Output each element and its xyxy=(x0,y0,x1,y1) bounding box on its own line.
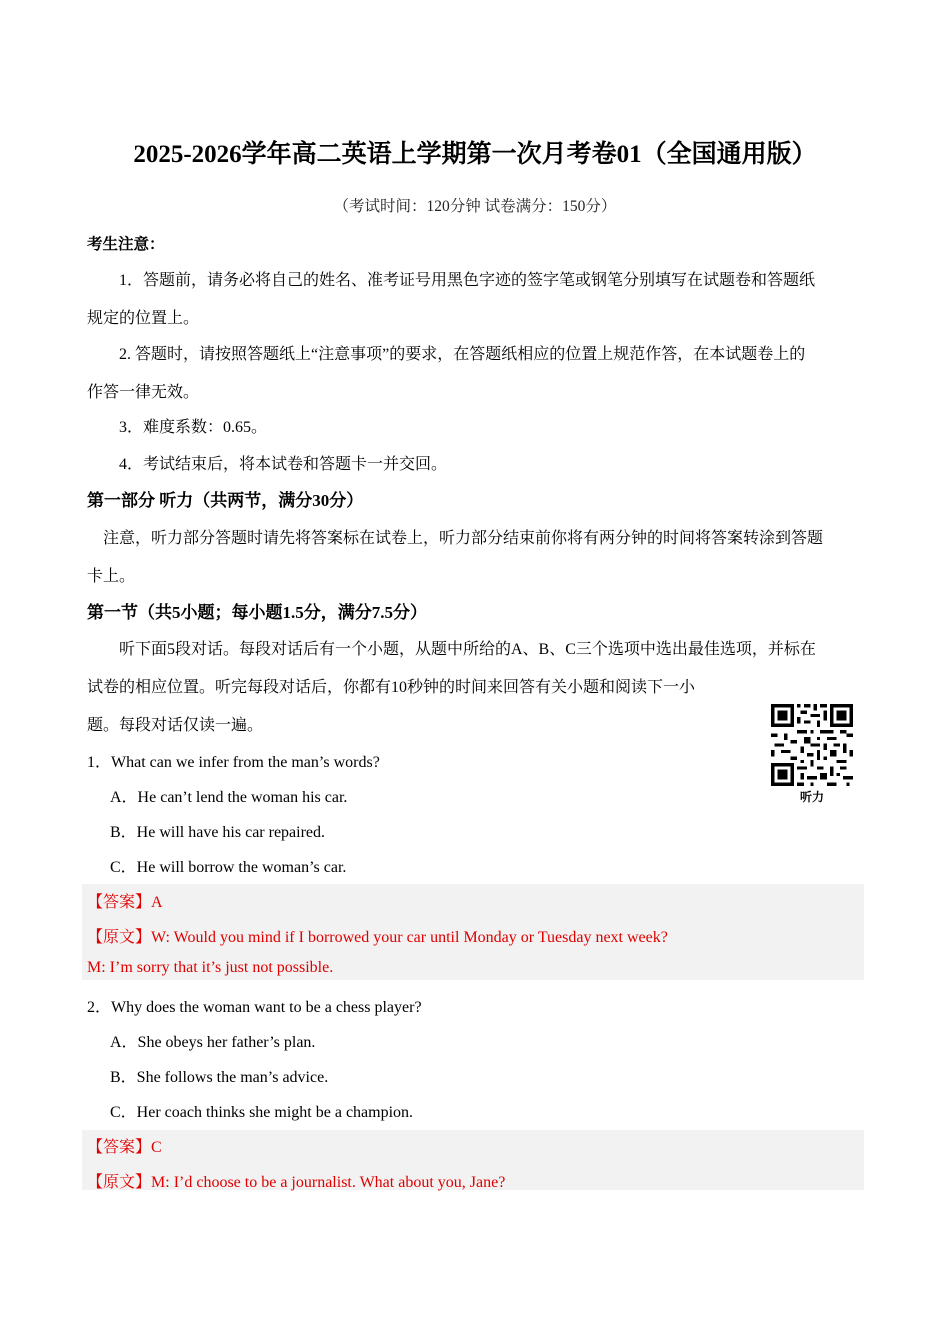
question-stem: 1．What can we infer from the man’s words? xyxy=(87,754,380,771)
notice-item: 作答一律无效。 xyxy=(87,384,200,401)
transcript-line xyxy=(87,924,668,947)
notice-item: 1．答题前，请务必将自己的姓名、准考证号用黑色字迹的签字笔或钢笔分别填写在试题卷和答题纸 xyxy=(119,272,816,289)
transcript-tag: 【原文】 xyxy=(87,929,152,946)
notice-item: 2. 答题时，请按照答题纸上“注意事项”的要求，在答题纸相应的位置上规范作答，在本试题卷上的 xyxy=(119,346,806,363)
section-intro: 题。每段对话仅读一遍。 xyxy=(87,717,264,734)
answer-line xyxy=(87,1134,162,1157)
transcript-text: M: I’d choose to be a journalist. What about you, Jane? xyxy=(151,1174,506,1191)
transcript-line xyxy=(87,1169,505,1192)
transcript-text: W: Would you mind if I borrowed your car until Monday or Tuesday next week? xyxy=(151,929,668,946)
qr-code-icon[interactable] xyxy=(771,704,853,786)
qr-label: 听力 xyxy=(799,790,824,804)
answer-tag: 【答案】 xyxy=(87,1139,152,1156)
page-title: 2025-2026学年高二英语上学期第一次月考卷01（全国通用版） xyxy=(133,141,817,168)
option-a: A．He can’t lend the woman his car. xyxy=(110,789,348,806)
section-intro: 试卷的相应位置。听完每段对话后，你都有10秒钟的时间来回答有关小题和阅读下一小 xyxy=(87,679,696,696)
notice-heading: 考生注意： xyxy=(87,236,165,253)
option-c: C．Her coach thinks she might be a champion. xyxy=(110,1104,414,1121)
answer-value: A xyxy=(151,894,163,911)
answer-line xyxy=(87,889,163,912)
option-b: B．He will have his car repaired. xyxy=(110,824,326,841)
exam-info: （考试时间：120分钟 试卷满分：150分） xyxy=(333,198,617,215)
notice-item: 3．难度系数：0.65。 xyxy=(119,419,268,436)
option-c: C．He will borrow the woman’s car. xyxy=(110,859,347,876)
section-intro: 听下面5段对话。每段对话后有一个小题，从题中所给的A、B、C三个选项中选出最佳选项，并标在 xyxy=(119,641,816,658)
answer-value: C xyxy=(151,1139,162,1156)
option-a: A．She obeys her father’s plan. xyxy=(110,1034,316,1051)
question-stem: 2．Why does the woman want to be a chess player? xyxy=(87,999,422,1016)
part-heading: 第一部分 听力（共两节，满分30分） xyxy=(87,491,364,510)
transcript-line: M: I’m sorry that it’s just not possible. xyxy=(87,959,334,976)
answer-tag: 【答案】 xyxy=(87,894,152,911)
transcript-tag: 【原文】 xyxy=(87,1174,152,1191)
notice-item: 规定的位置上。 xyxy=(87,310,200,327)
part-note: 卡上。 xyxy=(87,568,136,585)
notice-item: 4．考试结束后，将本试卷和答题卡一并交回。 xyxy=(119,456,448,473)
section-heading: 第一节（共5小题；每小题1.5分，满分7.5分） xyxy=(87,603,427,622)
part-note: 注意，听力部分答题时请先将答案标在试卷上，听力部分结束前你将有两分钟的时间将答案转涂到答题 xyxy=(103,530,824,547)
option-b: B．She follows the man’s advice. xyxy=(110,1069,329,1086)
